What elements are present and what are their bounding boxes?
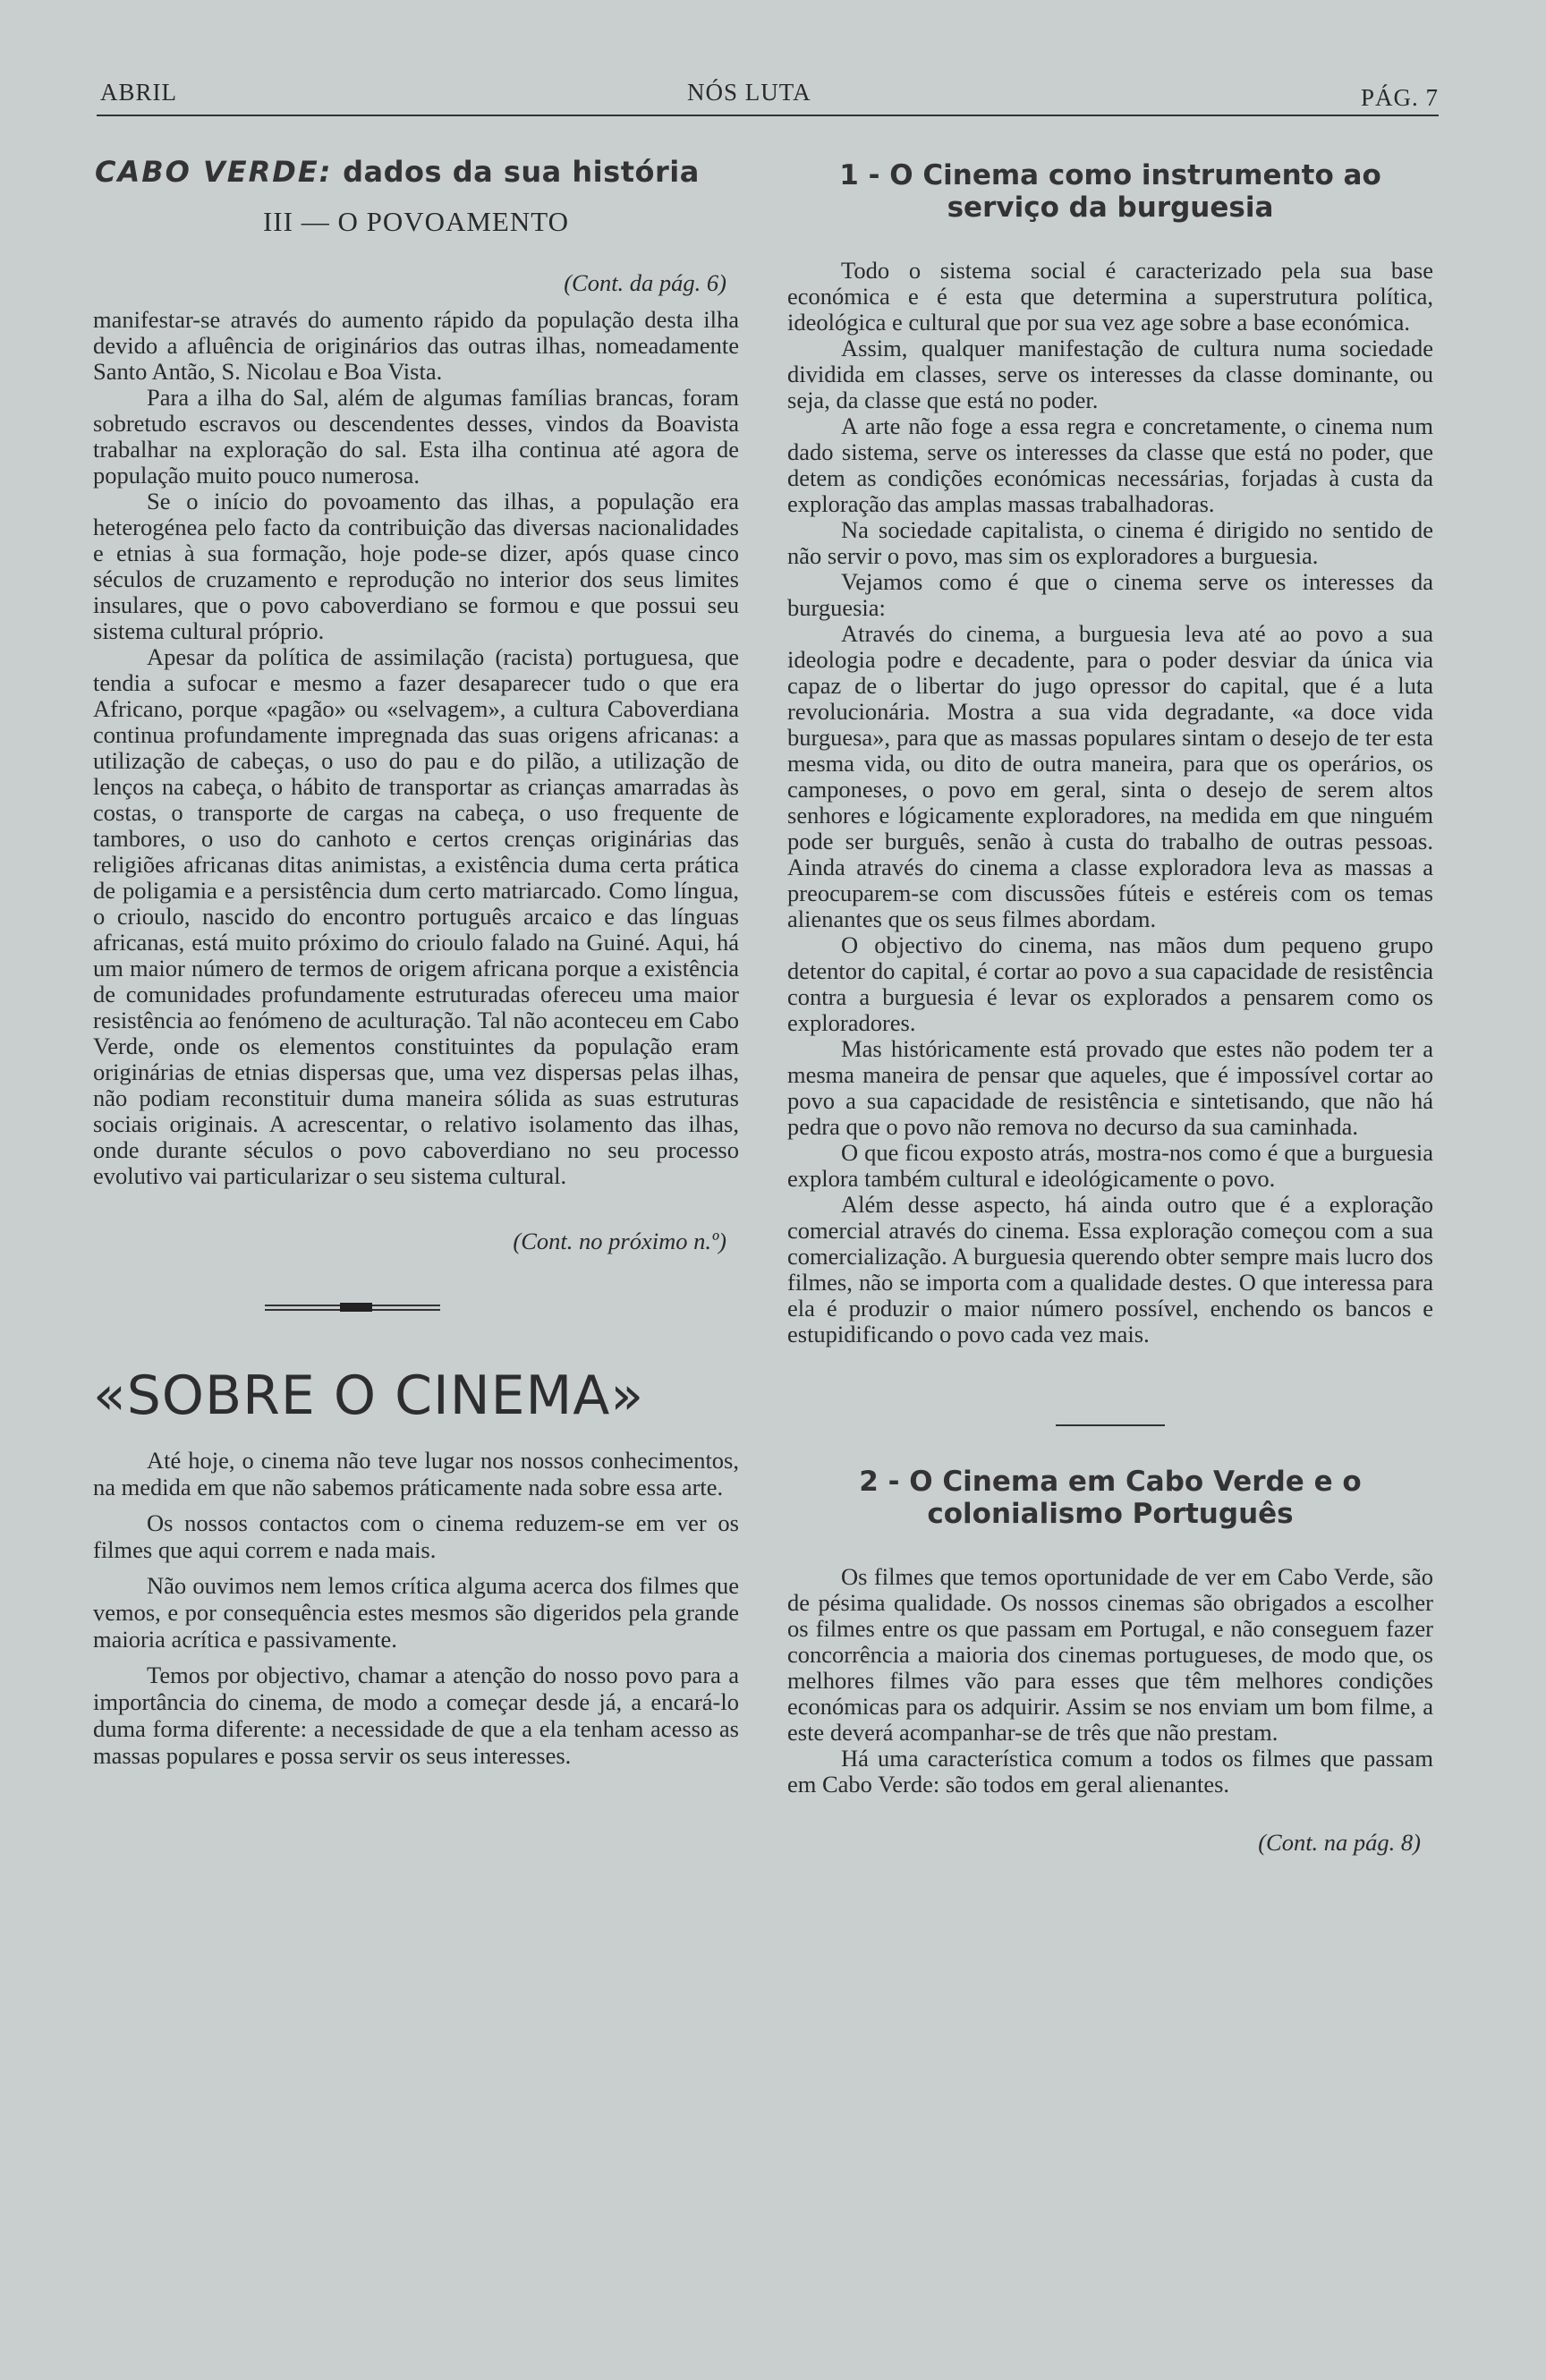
paragraph: Através do cinema, a burguesia leva até ao povo a sua ideologia podre e decadente, para o poder desviar da única via capaz de o libertar do jugo opressor do capital, que é a luta revolucionária. Mostra a sua vida degradante, «a doce vida burguesa», para que as massas populares sintam o desejo de ter esta mesma vida, ou dito de outra maneira, para que os operários, os camponeses, o povo em geral, sinta o desejo de serem altos senhores e lógicamente exploradores, na medida em que ninguém pode ser burguês, senão à custa do trabalho de outras pessoas. Ainda através do cinema a classe exploradora leva as massas a preocuparem-se com discussões fúteis e estéreis com os temas alienantes que os seus filmes abordam. bbox=[787, 620, 1433, 932]
section-1-heading bbox=[787, 159, 1433, 224]
header-publication: NÓS LUTA bbox=[687, 79, 811, 106]
paragraph: manifestar-se através do aumento rápido da população desta ilha devido a afluência de originários das outras ilhas, nomeadamente Santo Antão, S. Nicolau e Boa Vista. bbox=[93, 306, 739, 385]
section-1-body bbox=[787, 258, 1433, 1347]
section-2-heading-line2: colonialismo Português bbox=[927, 1498, 1294, 1530]
continued-from: (Cont. da pág. 6) bbox=[564, 269, 726, 296]
paragraph: Há uma característica comum a todos os filmes que passam em Cabo Verde: são todos em geral alienantes. bbox=[787, 1745, 1433, 1798]
paragraph: Na sociedade capitalista, o cinema é dirigido no sentido de não servir o povo, mas sim os exploradores a burguesia. bbox=[787, 516, 1433, 569]
kicker-place: CABO VERDE: bbox=[95, 155, 333, 189]
paragraph: Até hoje, o cinema não teve lugar nos nossos conhecimentos, na medida em que não sabemos práticamente nada sobre essa arte. bbox=[93, 1447, 739, 1500]
continued-next: (Cont. na pág. 8) bbox=[1258, 1829, 1421, 1856]
header-page-number: PÁG. 7 bbox=[1360, 84, 1439, 111]
paragraph: O que ficou exposto atrás, mostra-nos como é que a burguesia explora também cultural e ideológicamente o povo. bbox=[787, 1139, 1433, 1192]
paragraph: Os filmes que temos oportunidade de ver em Cabo Verde, são de pésima qualidade. Os nossos cinemas são obrigados a escolher os filmes entre os que passam em Portugal, e não conseguem fazer concorrência a maioria dos cinemas portugueses, de modo que, os melhores filmes vão para esses que têm melhores condições económicas para os adquirir. Assim se nos enviam um bom filme, a este deverá acompanhar-se de três que não prestam. bbox=[787, 1563, 1433, 1746]
paragraph: Os nossos contactos com o cinema reduzem-se em ver os filmes que aqui correm e nada mais. bbox=[93, 1509, 739, 1563]
section-2-body bbox=[787, 1564, 1433, 1798]
paragraph: A arte não foge a essa regra e concretamente, o cinema num dado sistema, serve os interesses da classe que está no poder, que detem as condições económicas necessárias, forjadas à custa da exploração das amplas massas trabalhadoras. bbox=[787, 412, 1433, 517]
running-header bbox=[97, 73, 1439, 116]
paragraph: Mas históricamente está provado que estes não podem ter a mesma maneira de pensar que aqueles, que é impossível cortar ao povo a sua capacidade de resistência e sintetisando, que não há pedra que o povo não remova no decurso da sua caminhada. bbox=[787, 1035, 1433, 1140]
header-rule bbox=[97, 115, 1439, 116]
paragraph: O objectivo do cinema, nas mãos dum pequeno grupo detentor do capital, é cortar ao povo a sua capacidade de resistência contra a burguesia é levar os explorados a pensarem como os exploradores. bbox=[787, 931, 1433, 1036]
section-divider bbox=[265, 1303, 440, 1312]
paragraph: Não ouvimos nem lemos crítica alguma acerca dos filmes que vemos, e por consequência estes mesmos são digeridos pela grande maioria acrítica e passivamente. bbox=[93, 1572, 739, 1653]
paragraph: Temos por objectivo, chamar a atenção do nosso povo para a importância do cinema, de modo a começar desde já, a encará-lo duma forma diferente: a necessidade de que a ela tenham acesso as massas populares e possa servir os seus interesses. bbox=[93, 1662, 739, 1769]
cinema-intro bbox=[93, 1447, 739, 1769]
paragraph: Se o início do povoamento das ilhas, a população era heterogénea pelo facto da contribuição das diversas nacionalidades e etnias à sua formação, hoje pode-se dizer, após quase cinco séculos de cruzamento e reprodução no interior dos seus limites insulares, que o povo caboverdiano se formou e que possui seu sistema cultural próprio. bbox=[93, 488, 739, 644]
section-2-heading bbox=[787, 1466, 1433, 1530]
section-1-heading-line1: 1 - O Cinema como instrumento ao bbox=[839, 159, 1381, 191]
continued-next: (Cont. no próximo n.º) bbox=[513, 1228, 726, 1254]
paragraph: Para a ilha do Sal, além de algumas famílias brancas, foram sobretudo escravos ou descendentes desses, vindos da Boavista trabalhar na exploração do sal. Esta ilha continua até agora de população muito pouco numerosa. bbox=[93, 384, 739, 489]
paragraph: Além desse aspecto, há ainda outro que é a exploração comercial através do cinema. Essa exploração começou com a sua comercialização. A burguesia querendo obter sempre mais lucro dos filmes, não se importa com a qualidade destes. O que interessa para ela é produzir o maior número possível, enchendo os bancos e estupidificando o povo cada vez mais. bbox=[787, 1191, 1433, 1347]
right-column bbox=[787, 159, 1433, 1856]
paragraph: Vejamos como é que o cinema serve os interesses da burguesia: bbox=[787, 568, 1433, 621]
header-month: ABRIL bbox=[100, 79, 177, 106]
section-rule bbox=[1056, 1424, 1165, 1426]
section-1-heading-line2: serviço da burguesia bbox=[947, 191, 1274, 224]
kicker-topic: dados da sua história bbox=[343, 155, 700, 189]
left-column bbox=[93, 150, 739, 1769]
article-subtitle: III — O POVOAMENTO bbox=[262, 206, 570, 237]
cinema-title: «SOBRE O CINEMA» bbox=[93, 1364, 645, 1427]
article-body bbox=[93, 307, 739, 1189]
paragraph: Todo o sistema social é caracterizado pela sua base económica e é esta que determina a superstrutura política, ideológica e cultural que por sua vez age sobre a base económica. bbox=[787, 257, 1433, 336]
paragraph: Assim, qualquer manifestação de cultura numa sociedade dividida em classes, serve os interesses da classe dominante, ou seja, da classe que está no poder. bbox=[787, 335, 1433, 413]
article-kicker bbox=[95, 155, 739, 189]
paragraph: Apesar da política de assimilação (racista) portuguesa, que tendia a sufocar e mesmo a fazer desaparecer tudo o que era Africano, porque «pagão» ou «selvagem», a cultura Caboverdiana continua profundamente impregnada das suas origens africanas: a utilização de cabeças, o uso do pau e do pilão, a utilização de lenços na cabeça, o hábito de transportar as crianças amarradas às costas, o transporte de cargas na cabeça, o uso frequente de tambores, o uso do canhoto e certos crenças originárias das religiões africanas ditas animistas, a existência duma certa prática de poligamia e a persistência dum certo matriarcado. Como língua, o crioulo, nascido do encontro português arcaico e das línguas africanas, está muito próximo do crioulo falado na Guiné. Aqui, há um maior número de termos de origem africana porque a existência de comunidades profundamente estruturadas ofereceu uma maior resistência ao fenómeno de aculturação. Tal não aconteceu em Cabo Verde, onde os elementos constituintes da população eram originárias de etnias dispersas que, uma vez dispersas pelas ilhas, não podiam reconstituir duma maneira sólida as suas estruturas sociais originais. A acrescentar, o relativo isolamento das ilhas, onde durante séculos o povo caboverdiano no seu processo evolutivo vai particularizar o seu sistema cultural. bbox=[93, 643, 739, 1189]
section-2-heading-line1: 2 - O Cinema em Cabo Verde e o bbox=[859, 1466, 1362, 1498]
